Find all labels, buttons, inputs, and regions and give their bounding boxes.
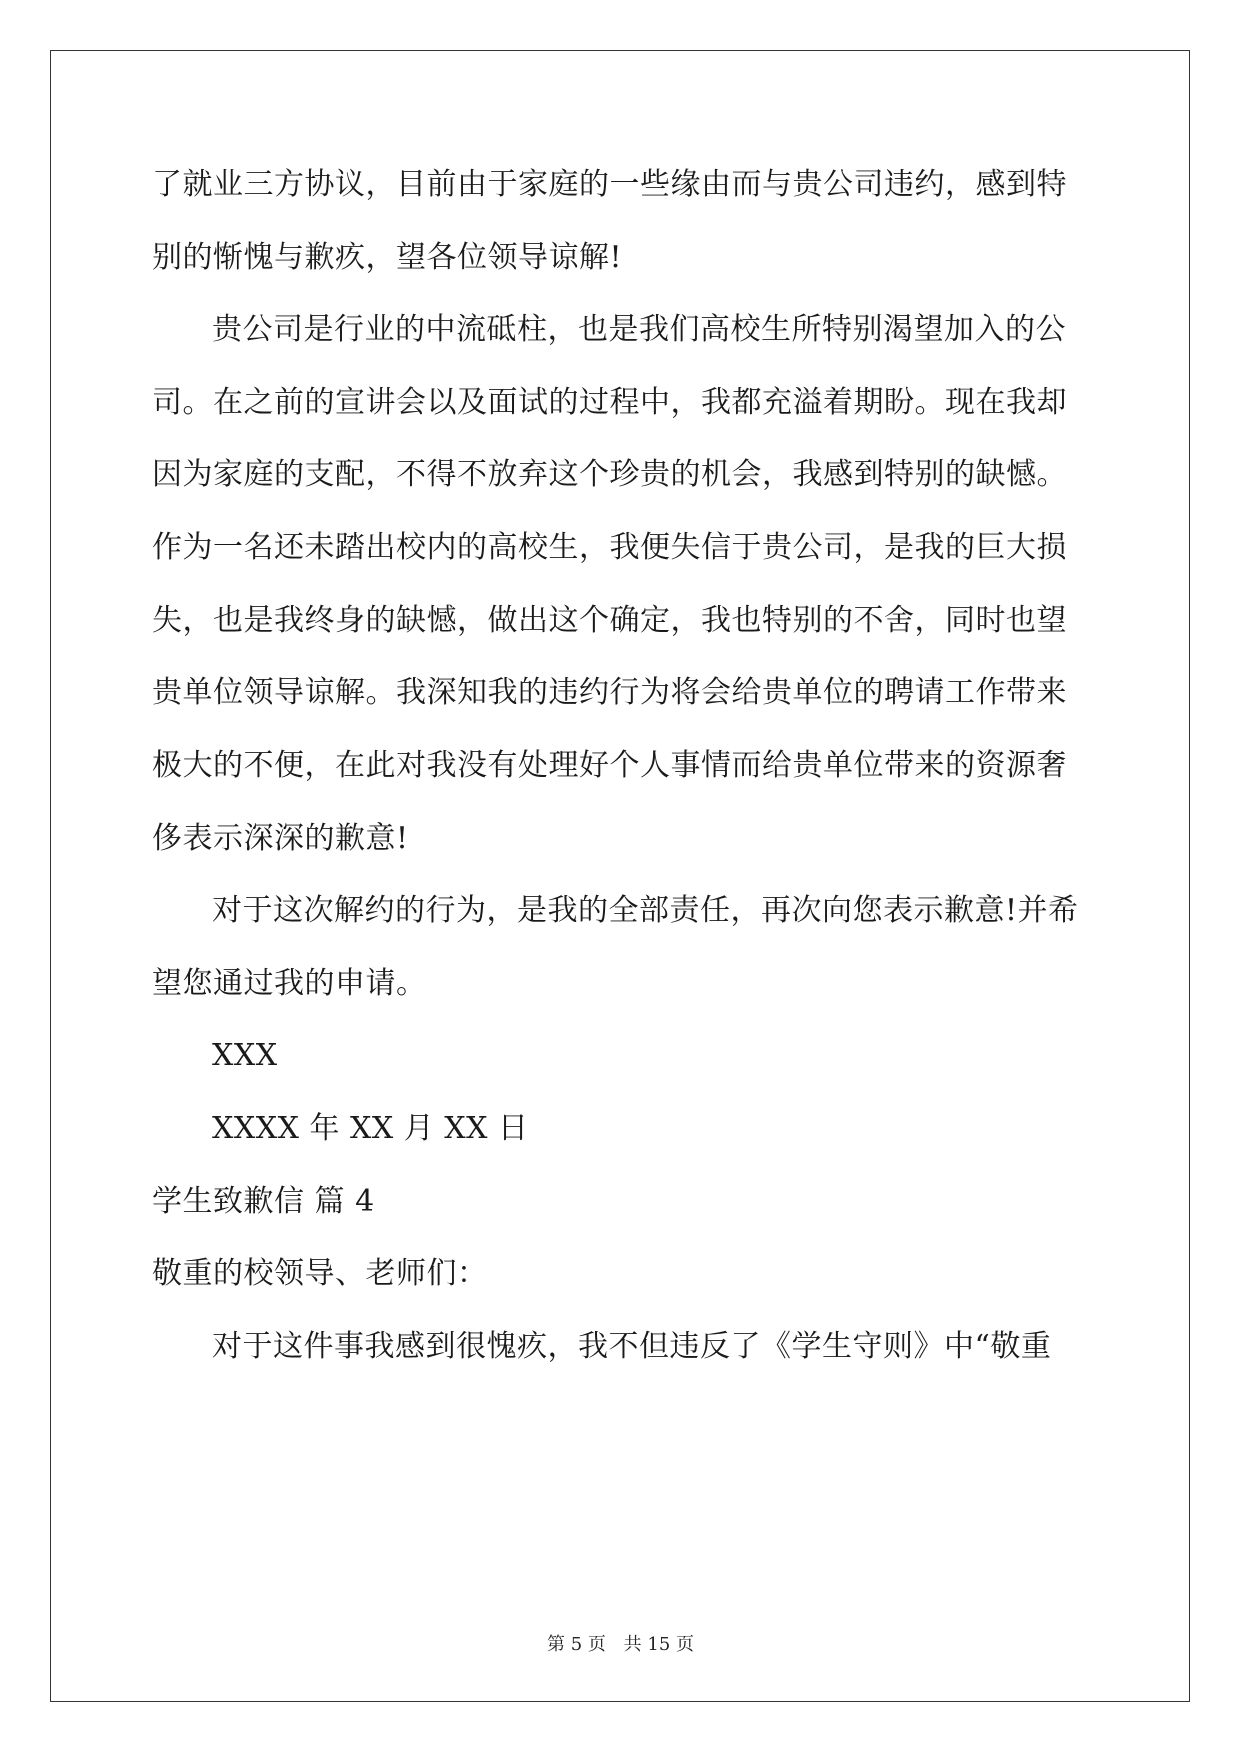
text-line: 作为一名还未踏出校内的高校生，我便失信于贵公司，是我的巨大损 — [152, 530, 1067, 565]
text-line: 极大的不便，在此对我没有处理好个人事情而给贵单位带来的资源奢 — [152, 748, 1067, 783]
page-frame — [50, 50, 1190, 1702]
text-line: 贵单位领导谅解。我深知我的违约行为将会给贵单位的聘请工作带来 — [152, 675, 1067, 710]
text-line: 失，也是我终身的缺憾，做出这个确定，我也特别的不舍，同时也望 — [152, 603, 1067, 638]
text-line: 侈表示深深的歉意! — [152, 821, 409, 856]
paragraph-start-line: 对于这件事我感到很愧疚，我不但违反了《学生守则》中“敬重 — [212, 1329, 1052, 1364]
salutation: 敬重的校领导、老师们： — [152, 1256, 488, 1291]
paragraph-start-line: 贵公司是行业的中流砥柱，也是我们高校生所特别渴望加入的公 — [212, 312, 1066, 347]
section-heading: 学生致歉信 篇 4 — [152, 1184, 375, 1219]
text-line: 司。在之前的宣讲会以及面试的过程中，我都充溢着期盼。现在我却 — [152, 385, 1067, 420]
text-line: 别的惭愧与歉疚，望各位领导谅解! — [152, 240, 623, 275]
page-number: 第 5 页 — [547, 1634, 606, 1655]
signature-date: XXXX 年 XX 月 XX 日 — [212, 1111, 529, 1146]
text-line: 望您通过我的申请。 — [152, 966, 427, 1001]
page-footer — [0, 1630, 1241, 1656]
paragraph-start-line: 对于这次解约的行为，是我的全部责任，再次向您表示歉意!并希 — [212, 893, 1079, 928]
text-line: 因为家庭的支配，不得不放弃这个珍贵的机会，我感到特别的缺憾。 — [152, 457, 1067, 492]
text-line: 了就业三方协议，目前由于家庭的一些缘由而与贵公司违约，感到特 — [152, 167, 1067, 202]
signature-name: XXX — [212, 1038, 278, 1073]
page-total: 共 15 页 — [623, 1634, 694, 1655]
